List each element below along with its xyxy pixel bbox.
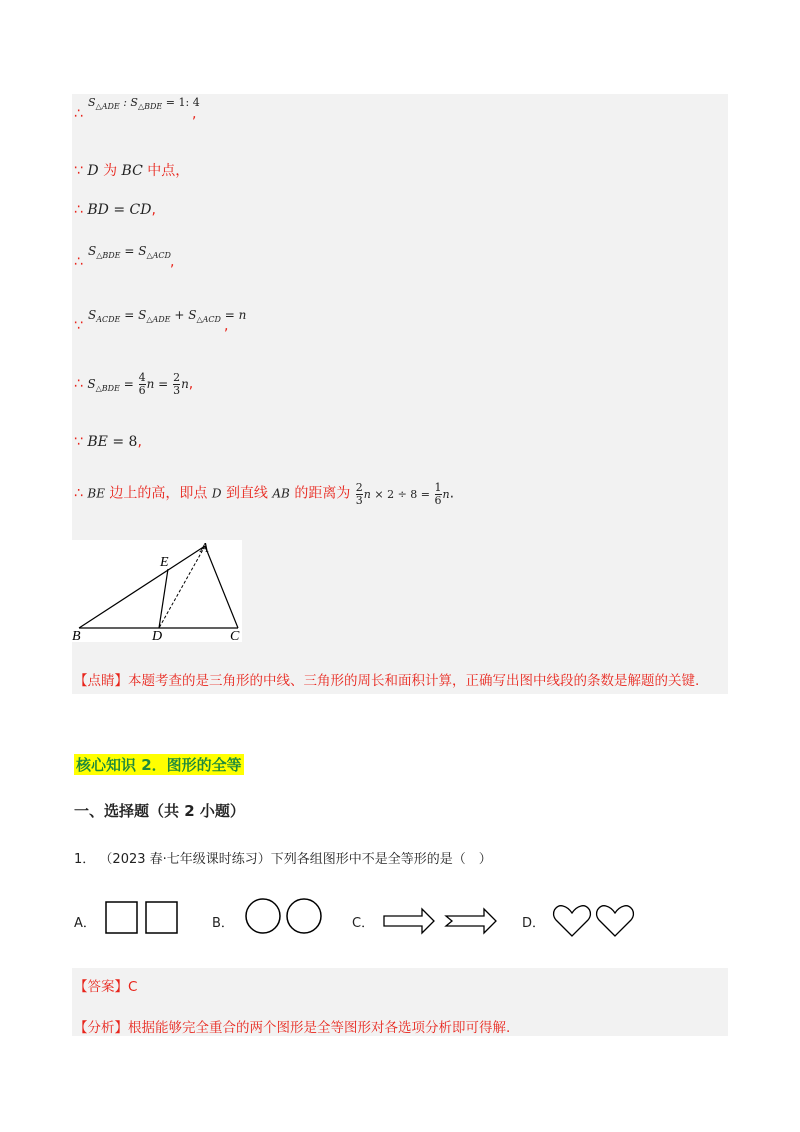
point-d: D	[211, 486, 222, 501]
therefore-symbol: ∴	[74, 202, 83, 218]
line-ab: AB	[272, 486, 290, 501]
therefore-symbol: ∴	[74, 376, 83, 392]
solution-line-8	[74, 482, 454, 507]
label-c: C	[230, 629, 240, 642]
triangle-figure	[72, 540, 242, 642]
option-a-label: A．	[74, 916, 96, 931]
comma: ,	[188, 376, 194, 392]
solution-line-7	[74, 434, 142, 450]
therefore-symbol: ∴	[74, 106, 83, 122]
point-d: D	[87, 163, 99, 179]
answer-value: C	[128, 979, 138, 995]
text-distance: 的距离为	[294, 485, 351, 502]
arrows-icon	[382, 907, 502, 937]
be-equals-8: BE = 8	[87, 434, 138, 450]
solution-line-2	[74, 160, 189, 180]
distance-expression: $\frac{2}{3}$ n × 2 ÷ 8 = $\frac{1}{6}$ n	[355, 481, 450, 507]
section-title: 核心知识 2．图形的全等	[76, 756, 242, 774]
question-source: （2023 春·七年级课时练习）	[99, 852, 271, 867]
answer-tag: 【答案】	[74, 979, 128, 995]
option-c[interactable]	[352, 912, 374, 931]
comma: ,	[151, 202, 156, 218]
squares-icon	[104, 900, 184, 936]
bde-area-fraction-expression: $S_{\triangle BDE}$ = $\frac{4}{6}$ n = $\frac{2}{3}$ n	[87, 371, 189, 397]
question-text: 下列各组图形中不是全等形的是（ ）	[270, 852, 492, 867]
answer-line	[74, 975, 137, 995]
label-a: A	[200, 541, 209, 556]
comma: ,	[170, 254, 175, 270]
dianjing-tag: 【点睛】	[74, 673, 128, 689]
dianjing-line	[74, 669, 699, 689]
hearts-icon	[552, 902, 636, 940]
because-symbol: ∵	[74, 163, 83, 179]
text-height: 边上的高，即点	[109, 485, 208, 502]
dianjing-text: 本题考查的是三角形的中线、三角形的周长和面积计算，正确写出图中线段的条数是解题的关键.	[128, 673, 700, 689]
solution-line-6	[74, 372, 193, 397]
analysis-tag: 【分析】	[74, 1020, 128, 1036]
text-wei: 为	[103, 163, 118, 179]
therefore-symbol: ∴	[74, 254, 83, 270]
comma: ,	[192, 106, 197, 122]
quad-area-expression: $S_{ACDE} = S_{\triangle ADE} + S_{\triangle ACD} = n$	[88, 308, 247, 324]
circles-icon	[244, 897, 326, 937]
area-ratio-expression: $S_{\triangle ADE}$ : $S_{\triangle BDE} = 1$: 4	[88, 96, 200, 111]
bd-equals-cd: BD = CD	[87, 202, 152, 218]
option-d[interactable]	[522, 912, 545, 931]
part-heading: 一、选择题（共 2 小题）	[74, 802, 245, 820]
segment-be: BE	[87, 486, 105, 501]
question-number: 1．	[74, 852, 96, 867]
label-d: D	[152, 629, 163, 642]
analysis-line	[74, 1016, 510, 1036]
comma: ,	[137, 434, 142, 450]
period: .	[449, 485, 455, 502]
option-a[interactable]	[74, 912, 96, 931]
segment-bc: BC	[121, 163, 143, 179]
label-b: B	[72, 629, 81, 642]
text-midpoint: 中点，	[147, 163, 190, 179]
triangle-diagram	[72, 540, 242, 642]
option-c-label: C．	[352, 916, 375, 931]
because-symbol: ∵	[74, 434, 83, 450]
option-b-label: B．	[212, 916, 234, 931]
area-equal-expression: $S_{\triangle BDE} = S_{\triangle ACD}$	[88, 244, 171, 260]
analysis-text: 根据能够完全重合的两个图形是全等图形对各选项分析即可得解.	[128, 1020, 511, 1036]
question-1	[74, 848, 492, 867]
therefore-symbol: ∴	[74, 485, 83, 502]
option-b[interactable]	[212, 912, 234, 931]
label-e: E	[160, 555, 169, 570]
text-to-line: 到直线	[225, 485, 268, 502]
option-d-label: D．	[522, 916, 546, 931]
because-symbol: ∵	[74, 318, 83, 334]
solution-line-3	[74, 202, 156, 218]
comma: ,	[224, 318, 229, 334]
